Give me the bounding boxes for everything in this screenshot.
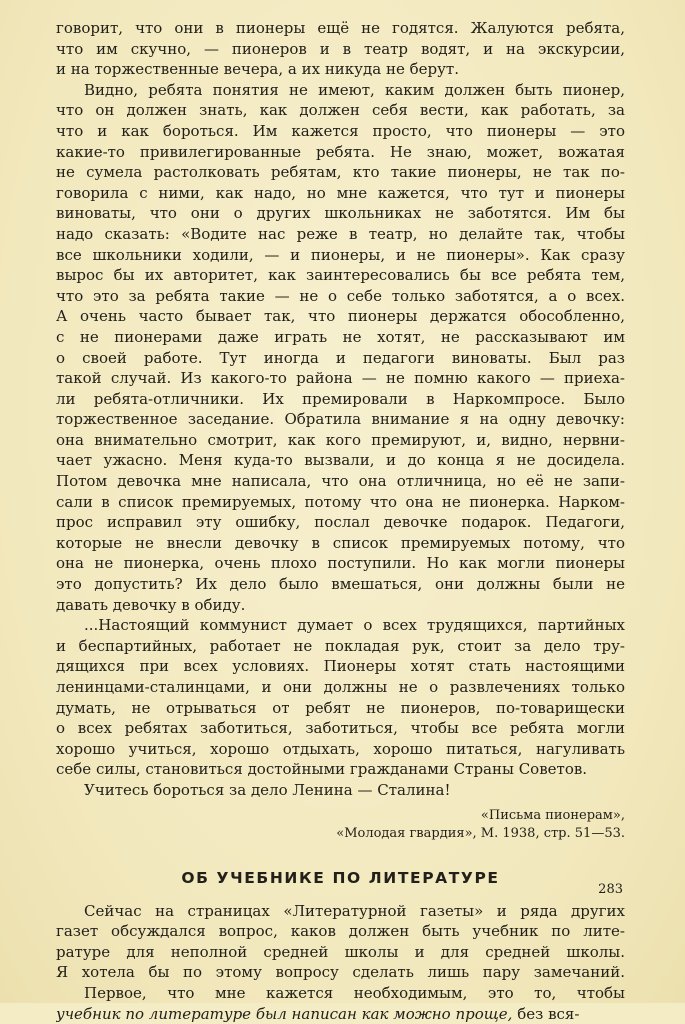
para2-line: это допустить? Их дело было вмешаться, они должны были не: [56, 575, 625, 594]
paragraph-5-line-1: Первое, что мне кажется необходимым, это то, чтобы: [84, 983, 625, 1002]
page-number: 283: [598, 882, 623, 897]
section-heading: ОБ УЧЕБНИКЕ ПО ЛИТЕРАТУРЕ: [181, 868, 500, 887]
para1-line: и на торжественные вечера, а их никуда не берут.: [56, 60, 460, 79]
paragraph-1: [56, 18, 625, 80]
paragraph-5-line-2: [56, 1004, 625, 1024]
para2-line: какие-то привилегированные ребята. Не знаю, может, вожатая: [56, 142, 625, 161]
para2-line: виноваты, что они о других школьниках не заботятся. Им бы: [56, 204, 625, 223]
para2-line: не сумела растолковать ребятам, кто такие пионеры, не так по-: [56, 163, 625, 182]
para3-line: себе силы, становиться достойными гражданами Страны Советов.: [56, 760, 588, 779]
para2-line: чает ужасно. Меня куда-то вызвали, и до конца я не досидела.: [56, 451, 625, 470]
para1-line: что им скучно, — пионеров и в театр водят, и на экскурсии,: [56, 39, 625, 58]
para2-line: с не пионерами даже играть не хотят, не рассказывают им: [56, 327, 625, 346]
para4-line: Сейчас на страницах «Литературной газеты» и ряда других: [84, 901, 625, 920]
para3-line: думать, не отрываться от ребят не пионеров, по-товарищески: [56, 698, 625, 717]
para2-line: прос исправил эту ошибку, послал девочке подарок. Педагоги,: [56, 513, 625, 532]
source-line-1: «Письма пионерам»,: [480, 807, 625, 823]
para3-line: дящихся при всех условиях. Пионеры хотят стать настоящими: [56, 657, 625, 676]
para2-line: такой случай. Из какого-то района — не помню какого — приеха-: [56, 369, 625, 388]
para3-line: о всех ребятах заботиться, заботиться, чтобы все ребята могли: [56, 719, 625, 738]
source-citation: [56, 807, 625, 843]
para2-line: надо сказать: «Водите нас реже в театр, но делайте так, чтобы: [56, 224, 625, 243]
paragraph-4: [56, 901, 625, 983]
para4-line: Я хотела бы по этому вопросу сделать лишь пару замечаний.: [56, 963, 625, 982]
para3-line: ...Настоящий коммунист думает о всех трудящихся, партийных: [84, 616, 625, 635]
italic-phrase: учебник по литературе был написан как можно проще,: [56, 1004, 513, 1023]
paragraph-3: [56, 615, 625, 780]
para2-line: торжественное заседание. Обратила внимание я на одну девочку:: [56, 410, 625, 429]
para2-line: А очень часто бывает так, что пионеры держатся обособленно,: [56, 307, 625, 326]
para2-line: вырос бы их авторитет, как заинтересовались бы все ребята тем,: [56, 266, 625, 285]
closing-text: Учитесь бороться за дело Ленина — Сталина!: [84, 780, 451, 799]
para2-line: говорила с ними, как надо, но мне кажется, что тут и пионеры: [56, 183, 625, 202]
para2-line: которые не внесли девочку в список премируемых потому, что: [56, 533, 625, 552]
para2-line: что это за ребята такие — не о себе только заботятся, а о всех.: [56, 286, 625, 305]
para2-line: что и как бороться. Им кажется просто, что пионеры — это: [56, 121, 625, 140]
para2-line: сали в список премируемых, потому что она не пионерка. Нарком-: [56, 492, 625, 511]
para3-line: хорошо учиться, хорошо отдыхать, хорошо питаться, нагуливать: [56, 739, 625, 758]
paragraph-5-line-2-rest: без вся-: [512, 1004, 580, 1023]
para2-line: Потом девочка мне написала, что она отличница, но её не запи-: [56, 472, 625, 491]
para3-line: ленинцами-сталинцами, и они должны не о развлечениях только: [56, 678, 625, 696]
para1-line: говорит, что они в пионеры ещё не годятся. Жалуются ребята,: [56, 19, 625, 37]
source-line-2: «Молодая гвардия», М. 1938, стр. 51—53.: [336, 825, 625, 841]
para2-line: о своей работе. Тут иногда и педагоги виноваты. Был раз: [56, 348, 625, 367]
para4-line: ратуре для неполной средней школы и для средней школы.: [56, 942, 625, 961]
closing-line: [56, 780, 625, 801]
para2-line: что он должен знать, как должен себя вести, как работать, за: [56, 101, 625, 120]
paragraph-5: [56, 983, 625, 1024]
para2-line: все школьники ходили, — и пионеры, и не пионеры». Как сразу: [56, 245, 625, 264]
para2-line: Видно, ребята понятия не имеют, каким должен быть пионер,: [84, 80, 625, 99]
paragraph-2: [56, 80, 625, 615]
para2-line: она внимательно смотрит, как кого премируют, и, видно, нервни-: [56, 430, 625, 449]
para2-line: она не пионерка, очень плохо поступили. Но как могли пионеры: [56, 554, 625, 573]
para2-line: ли ребята-отличники. Их премировали в Наркомпросе. Было: [56, 389, 625, 408]
para4-line: газет обсуждался вопрос, каков должен быть учебник по лите-: [56, 922, 625, 941]
para3-line: и беспартийных, работает не покладая рук, стоит за дело тру-: [56, 636, 625, 655]
para2-line: давать девочку в обиду.: [56, 595, 246, 614]
